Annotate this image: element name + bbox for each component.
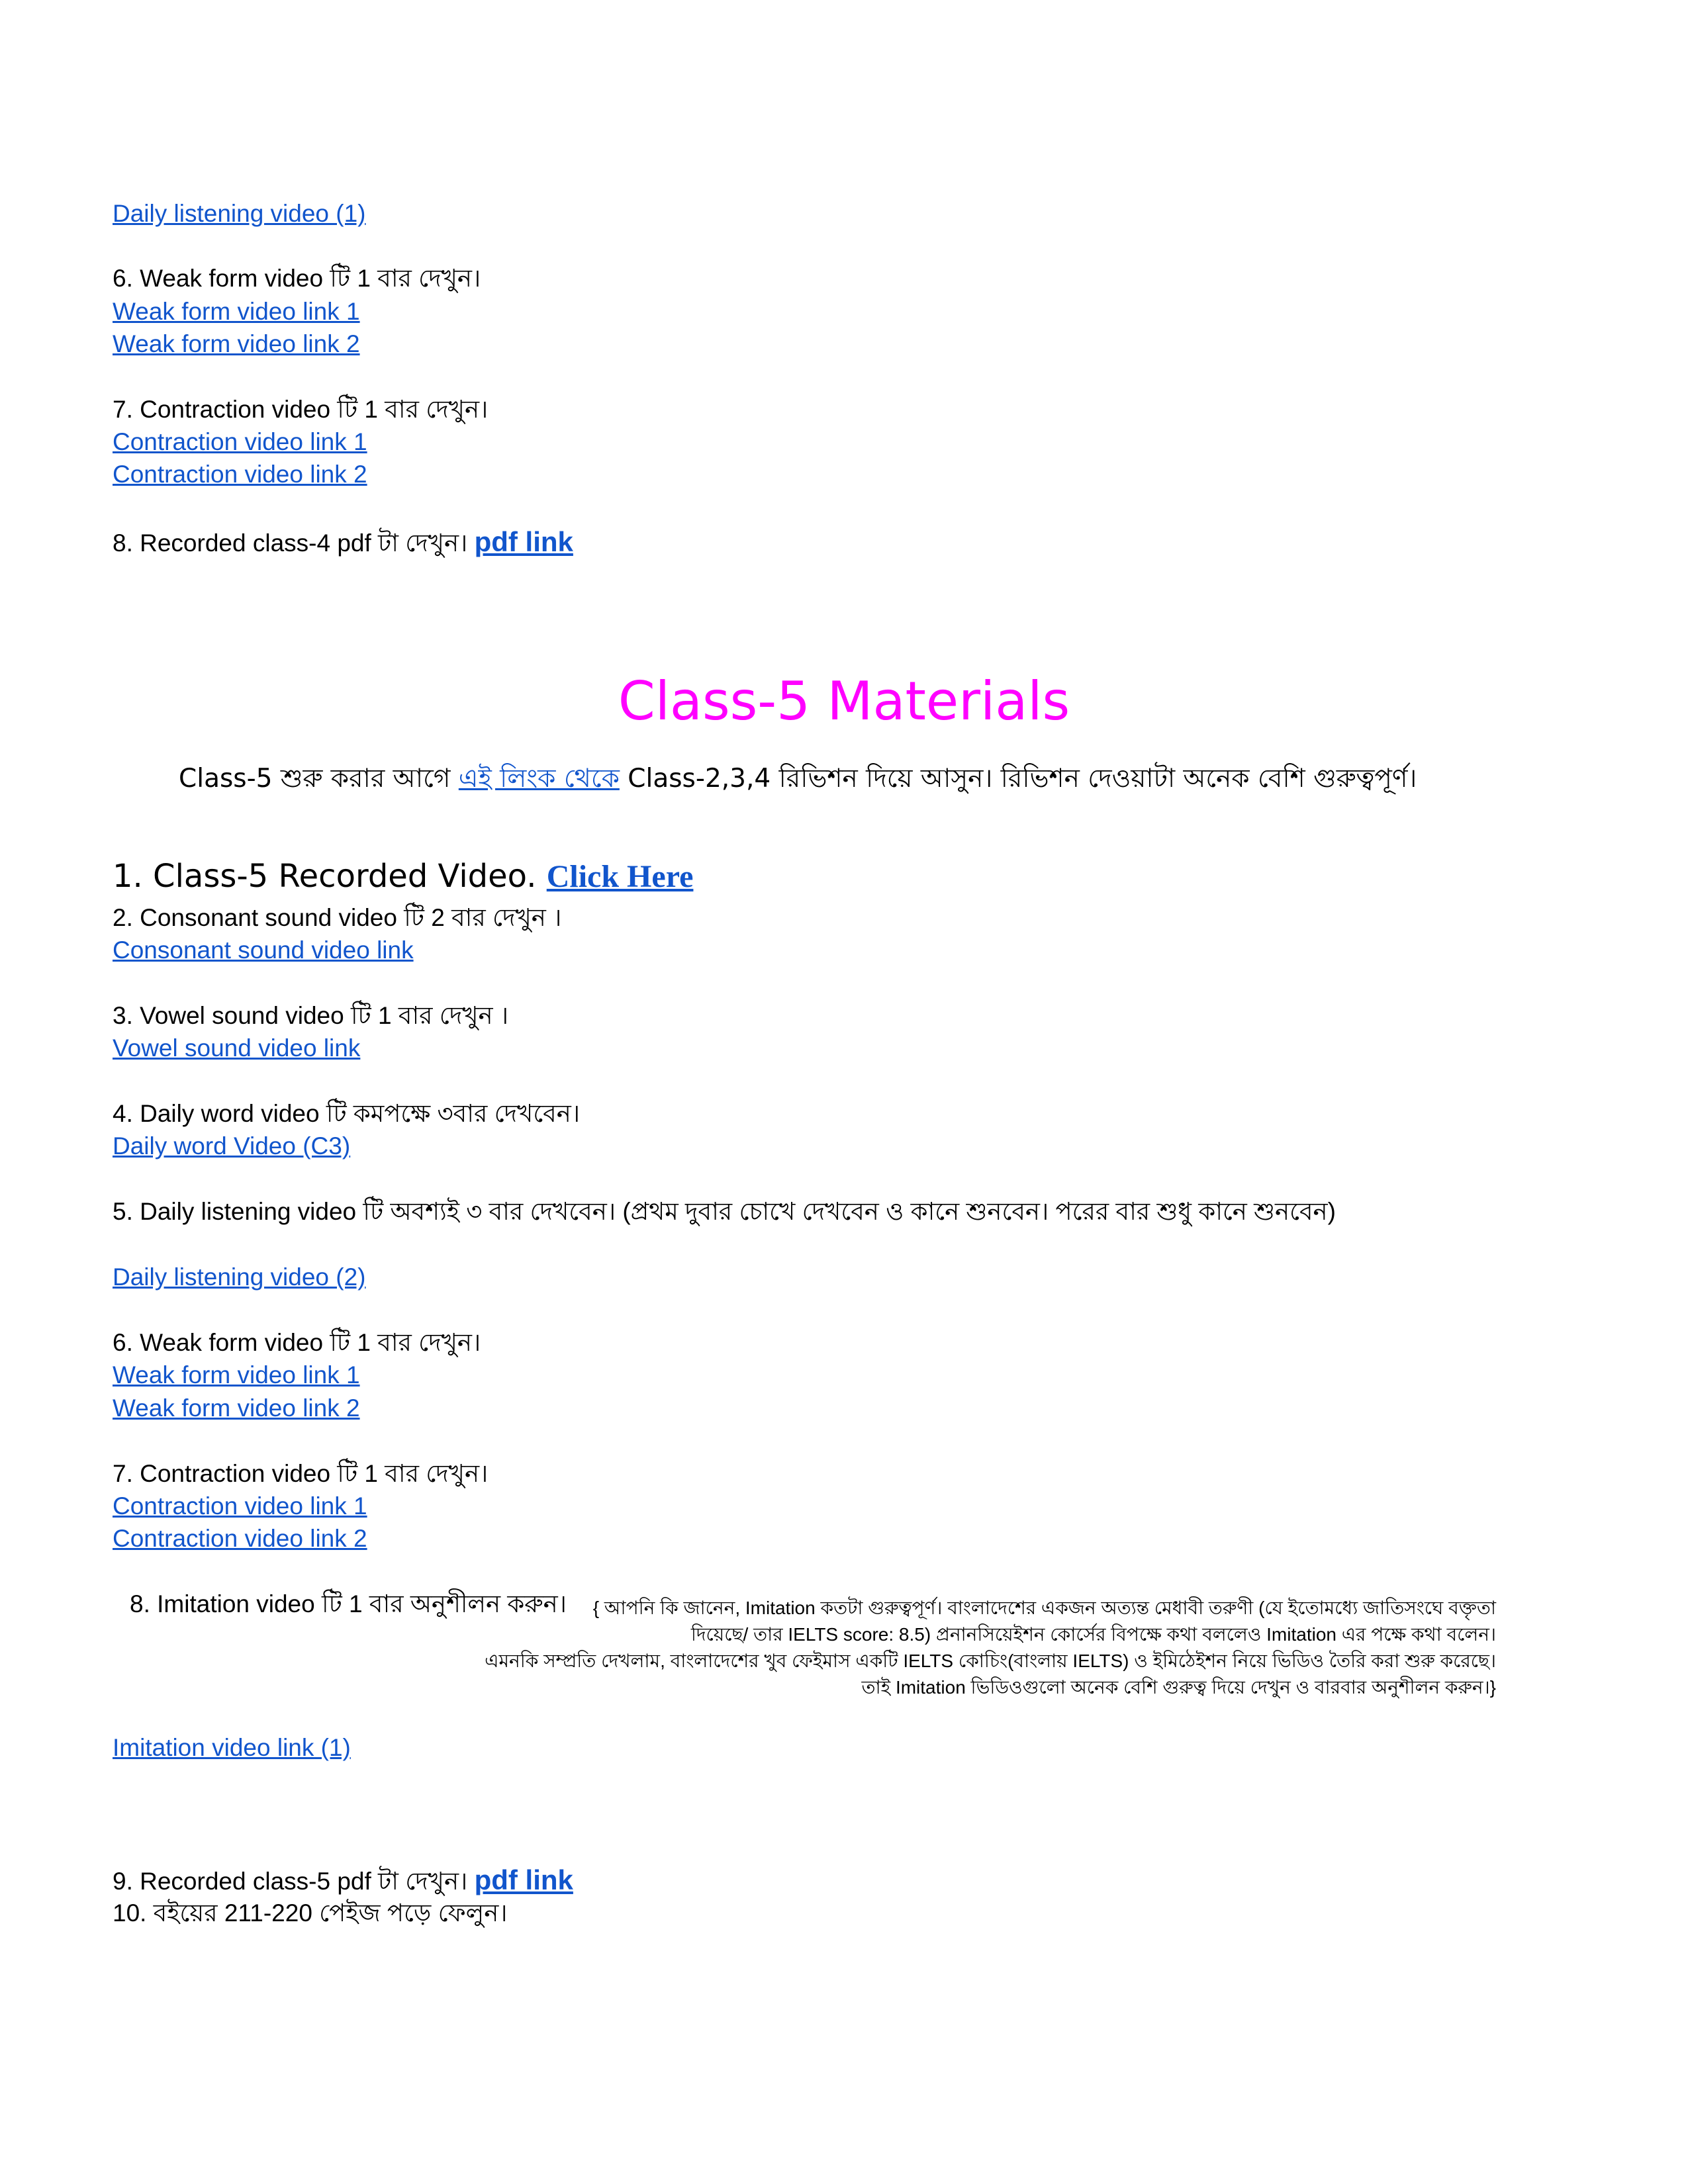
weak-form-link-1-line (113, 296, 360, 327)
recorded-video-heading (113, 856, 693, 897)
revision-link[interactable]: এই লিংক থেকে (458, 764, 620, 794)
revision-note (179, 762, 1417, 796)
recorded-class4-line (113, 527, 573, 559)
revision-text-before: Class-5 শুরু করার আগে (179, 764, 459, 794)
weak-form-video-link-1[interactable]: Weak form video link 1 (113, 298, 360, 325)
contraction-video-link-1[interactable]: Contraction video link 1 (113, 428, 367, 455)
weak-form-link-2-line (113, 329, 360, 359)
imitation-note-line-4: তাই Imitation ভিডিওগুলো অনেক বেশি গুরুত্ব দিয়ে দেখুন ও বারবার অনুশীলন করুন।} (861, 1677, 1496, 1698)
daily-listening-link-2-line (113, 1262, 366, 1293)
class5-weak-form-instruction: 6. Weak form video টি 1 বার দেখুন। (113, 1329, 481, 1356)
daily-word-video-link[interactable]: Daily word Video (C3) (113, 1132, 351, 1160)
recorded-class5-line (113, 1865, 573, 1897)
class5-title: Class-5 Materials (618, 670, 1070, 732)
click-here-link[interactable]: Click Here (546, 859, 694, 894)
daily-listening-video-link[interactable]: Daily listening video (1) (113, 200, 366, 227)
recorded-class4-instruction: 8. Recorded class-4 pdf টা দেখুন। (113, 529, 475, 557)
book-pages-instruction: 10. বইয়ের 211-220 পেইজ পড়ে ফেলুন। (113, 1899, 508, 1927)
daily-listening-instruction: 5. Daily listening video টি অবশ্যই ৩ বার দেখবেন। (প্রথম দুবার চোখে দেখবেন ও কানে শুনবেন। পরের বার শুধু কানে শুনবেন) (113, 1198, 1336, 1225)
class5-contraction-video-link-2[interactable]: Contraction video link 2 (113, 1525, 367, 1552)
recorded-video-heading-text: 1. Class-5 Recorded Video. (113, 858, 547, 895)
class5-weak-form-link-1-line (113, 1360, 360, 1390)
class5-weak-form-video-link-1[interactable]: Weak form video link 1 (113, 1361, 360, 1388)
consonant-sound-video-link[interactable]: Consonant sound video link (113, 936, 414, 964)
vowel-sound-video-link[interactable]: Vowel sound video link (113, 1034, 361, 1062)
imitation-instruction: 8. Imitation video টি 1 বার অনুশীলন করুন। (130, 1590, 567, 1617)
class5-contraction-instruction: 7. Contraction video টি 1 বার দেখুন। (113, 1460, 489, 1487)
imitation-link-line (113, 1733, 351, 1763)
contraction-link-1-line (113, 427, 367, 457)
imitation-note-line-2: দিয়েছে/ তার IELTS score: 8.5) প্রনানসিয়েইশন কোর্সের বিপক্ষে কথা বললেও Imitation এর পক্ষে কথা বলেন। (690, 1624, 1496, 1645)
daily-listening-video-link-2[interactable]: Daily listening video (2) (113, 1263, 366, 1291)
class5-contraction-link-2-line (113, 1524, 367, 1554)
contraction-video-link-2[interactable]: Contraction video link 2 (113, 461, 367, 488)
imitation-video-link[interactable]: Imitation video link (1) (113, 1734, 351, 1761)
revision-text-after: Class-2,3,4 রিভিশন দিয়ে আসুন। রিভিশন দেওয়াটা অনেক বেশি গুরুত্বপূর্ণ। (619, 764, 1417, 794)
daily-listening-link-1-line (113, 199, 366, 229)
contraction-link-2-line (113, 459, 367, 490)
consonant-instruction: 2. Consonant sound video টি 2 বার দেখুন । (113, 904, 562, 931)
imitation-note-line-1: { আপনি কি জানেন, Imitation কতটা গুরুত্বপূর্ণ। বাংলাদেশের একজন অত্যন্ত মেধাবী তরুণী (যে ইতোমধ্যে জাতিসংঘে বক্তৃতা (592, 1598, 1496, 1618)
class5-contraction-video-link-1[interactable]: Contraction video link 1 (113, 1492, 367, 1520)
class5-contraction-link-1-line (113, 1491, 367, 1522)
weak-form-video-link-2[interactable]: Weak form video link 2 (113, 330, 360, 357)
weak-form-instruction: 6. Weak form video টি 1 বার দেখুন। (113, 265, 481, 292)
vowel-instruction: 3. Vowel sound video টি 1 বার দেখুন । (113, 1002, 509, 1029)
consonant-link-line (113, 935, 414, 966)
class5-pdf-link[interactable]: pdf link (474, 1864, 573, 1895)
class5-weak-form-video-link-2[interactable]: Weak form video link 2 (113, 1394, 360, 1422)
class4-pdf-link[interactable]: pdf link (474, 526, 573, 557)
contraction-instruction: 7. Contraction video টি 1 বার দেখুন। (113, 396, 489, 423)
class5-weak-form-link-2-line (113, 1393, 360, 1424)
daily-word-instruction: 4. Daily word video টি কমপক্ষে ৩বার দেখবেন। (113, 1100, 581, 1127)
imitation-note-line-3: এমনকি সম্প্রতি দেখলাম, বাংলাদেশের খুব ফেইমাস একটি IELTS কোচিং(বাংলায় IELTS) ও ইমিঠেইশন নিয়ে ভিডিও তৈরি করা শুরু করেছে। (485, 1651, 1496, 1671)
daily-word-link-line (113, 1131, 350, 1161)
vowel-link-line (113, 1033, 360, 1064)
recorded-class5-instruction: 9. Recorded class-5 pdf টা দেখুন। (113, 1868, 475, 1895)
